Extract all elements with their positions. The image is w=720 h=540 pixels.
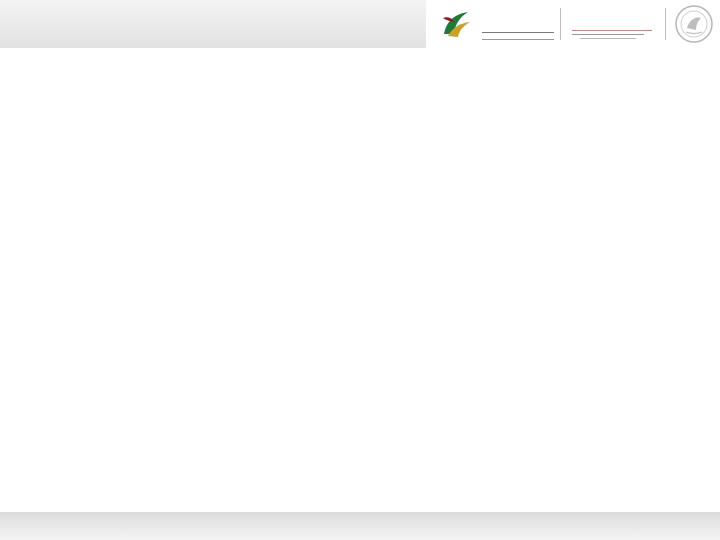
slide-content — [33, 115, 693, 278]
slide-footer — [0, 512, 720, 540]
logo-divider — [665, 8, 666, 40]
senasica-subtitle-lines — [482, 32, 554, 40]
top-stripe-green — [0, 57, 720, 61]
senasica-logo — [440, 6, 556, 42]
senasica-mark-icon — [440, 8, 474, 40]
sagarpa-subtitle-lines — [572, 30, 652, 42]
sagarpa-logo — [568, 6, 658, 46]
logo-divider — [560, 8, 561, 40]
mexico-coat-of-arms-icon — [674, 4, 714, 44]
